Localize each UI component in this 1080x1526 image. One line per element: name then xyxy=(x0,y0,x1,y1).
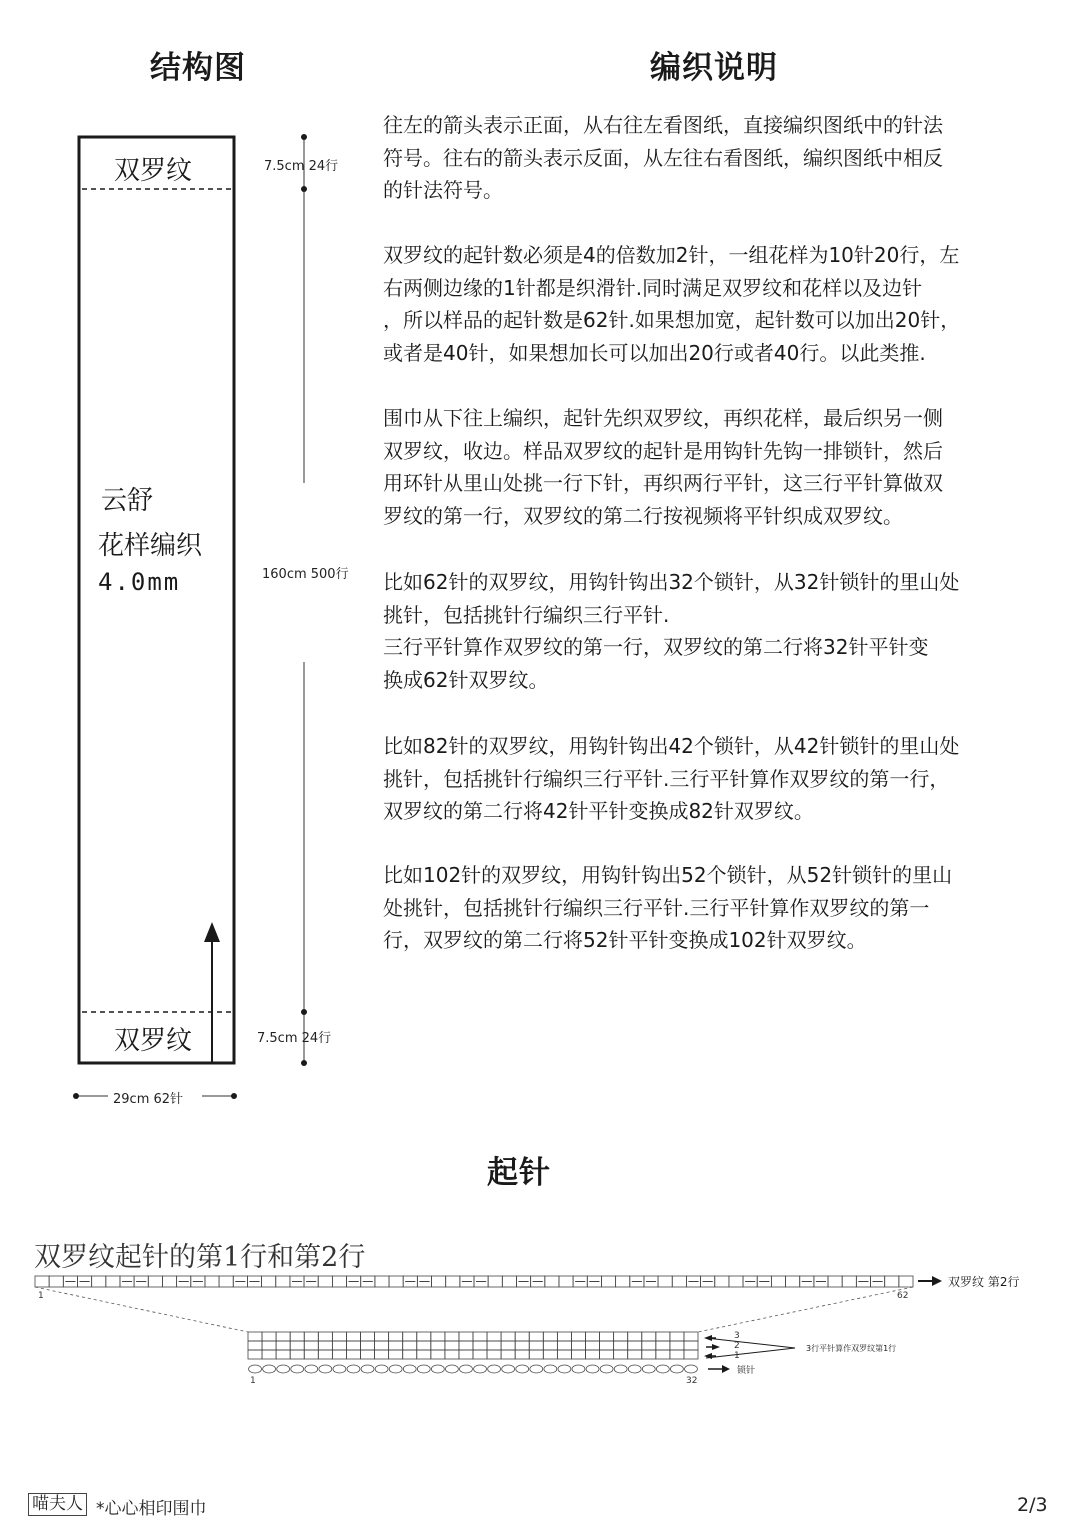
rib-cell xyxy=(502,1276,516,1287)
garter-grid xyxy=(248,1332,698,1359)
garter-cell xyxy=(361,1350,375,1359)
chain-stitch xyxy=(445,1365,458,1373)
body-label-needle: 4.0mm xyxy=(98,568,181,596)
chain-stitch xyxy=(656,1365,669,1373)
garter-cell xyxy=(473,1350,487,1359)
garter-cell xyxy=(670,1332,684,1341)
garter-cell xyxy=(318,1332,332,1341)
structure-title: 结构图 xyxy=(150,50,246,86)
garter-cell xyxy=(515,1332,529,1341)
garter-cell xyxy=(614,1341,628,1350)
garter-cell xyxy=(586,1341,600,1350)
garter-cell xyxy=(642,1332,656,1341)
garter-cell xyxy=(389,1350,403,1359)
rib-cell xyxy=(162,1276,176,1287)
rib-cell xyxy=(616,1276,630,1287)
garter-cell xyxy=(501,1350,515,1359)
rib-cell xyxy=(446,1276,460,1287)
rib-cell xyxy=(432,1276,446,1287)
garter-cell xyxy=(361,1332,375,1341)
garter-cell xyxy=(375,1350,389,1359)
page-number: 2/3 xyxy=(1017,1494,1048,1516)
garter-cell xyxy=(656,1332,670,1341)
garter-cell xyxy=(529,1341,543,1350)
garter-cell xyxy=(375,1341,389,1350)
chain-stitch xyxy=(670,1365,683,1373)
garter-cell xyxy=(543,1341,557,1350)
top-rib-dimension: 7.5cm 24行 xyxy=(264,159,339,174)
garter-cell xyxy=(431,1332,445,1341)
garter-cell xyxy=(248,1350,262,1359)
garter-cell xyxy=(473,1341,487,1350)
garter-cell xyxy=(290,1341,304,1350)
garter-cell xyxy=(445,1341,459,1350)
footer-title: *心心相印围巾 xyxy=(96,1499,207,1519)
rib-cell xyxy=(899,1276,913,1287)
garter-cell xyxy=(375,1332,389,1341)
garter-cell xyxy=(445,1332,459,1341)
chain-stitch xyxy=(305,1365,318,1373)
chain-stitch xyxy=(361,1365,374,1373)
instruction-paragraph-2: 双罗纹的起针数必须是4的倍数加2针，一组花样为10针20行，左 右两侧边缘的1针都是织滑针.同时满足双罗纹和花样以及边针 ，所以样品的起针数是62针.如果想加宽，起针数可以加出20针， 或者是40针，如果想加长可以加出20行或者40行。以此类推. xyxy=(383,243,961,365)
garter-cell xyxy=(431,1341,445,1350)
garter-cell xyxy=(684,1350,698,1359)
chain-stitch xyxy=(403,1365,416,1373)
garter-cell xyxy=(614,1332,628,1341)
garter-cell xyxy=(403,1332,417,1341)
garter-cell xyxy=(318,1341,332,1350)
rib-cell xyxy=(885,1276,899,1287)
instruction-paragraph-6: 比如102针的双罗纹，用钩针钩出52个锁针，从52针锁针的里山 处挑针，包括挑针行编织三行平针.三行平针算作双罗纹的第一 行，双罗纹的第二行将52针平针变换成102针双罗纹。 xyxy=(383,863,953,952)
garter-cell xyxy=(290,1332,304,1341)
garter-cell xyxy=(262,1332,276,1341)
chain-stitch xyxy=(628,1365,641,1373)
garter-cell xyxy=(628,1350,642,1359)
cast-on-chart-title: 双罗纹起针的第1行和第2行 xyxy=(34,1242,366,1273)
garter-cell xyxy=(642,1341,656,1350)
rib-cell xyxy=(35,1276,49,1287)
garter-cell xyxy=(459,1341,473,1350)
rib-start-number: 1 xyxy=(38,1291,44,1301)
garter-cell xyxy=(586,1350,600,1359)
rib-cell xyxy=(106,1276,120,1287)
row-direction-arrow xyxy=(932,1276,942,1286)
instruction-paragraph-4: 比如62针的双罗纹，用钩针钩出32个锁针，从32针锁针的里山处 挑针，包括挑针行编织三行平针. 三行平针算作双罗纹的第一行，双罗纹的第二行将32针平针变 换成62针双罗纹。 xyxy=(383,570,960,692)
chain-stitch xyxy=(263,1365,276,1373)
rib-cell xyxy=(332,1276,346,1287)
chain-stitch xyxy=(530,1365,543,1373)
garter-cell xyxy=(501,1332,515,1341)
garter-cell xyxy=(276,1350,290,1359)
rib-cell xyxy=(92,1276,106,1287)
chain-start-number: 1 xyxy=(250,1376,256,1386)
garter-cell xyxy=(571,1350,585,1359)
width-dimension: 29cm 62针 xyxy=(113,1092,184,1107)
rib-cell xyxy=(601,1276,615,1287)
chain-stitch xyxy=(642,1365,655,1373)
garter-cell xyxy=(473,1332,487,1341)
garter-cell xyxy=(403,1350,417,1359)
instruction-paragraph-1: 往左的箭头表示正面，从右往左看图纸，直接编织图纸中的针法 符号。往右的箭头表示反面，从左往右看图纸，编织图纸中相反 的针法符号。 xyxy=(383,113,943,202)
garter-cell xyxy=(276,1341,290,1350)
garter-cell xyxy=(361,1341,375,1350)
instruction-paragraph-5: 比如82针的双罗纹，用钩针钩出42个锁针，从42针锁针的里山处 挑针，包括挑针行编织三行平针.三行平针算作双罗纹的第一行， 双罗纹的第二行将42针平针变换成82针双罗纹。 xyxy=(383,734,960,823)
top-rib-label: 双罗纹 xyxy=(114,156,193,186)
rib-cell xyxy=(786,1276,800,1287)
rib-end-number: 62 xyxy=(897,1291,909,1301)
garter-cell xyxy=(417,1341,431,1350)
garter-cell xyxy=(628,1341,642,1350)
garter-cell xyxy=(670,1350,684,1359)
garter-cell xyxy=(445,1350,459,1359)
garter-cell xyxy=(487,1350,501,1359)
chain-stitch xyxy=(333,1365,346,1373)
chain-stitch xyxy=(460,1365,473,1373)
garter-cell xyxy=(389,1332,403,1341)
rib-cell xyxy=(488,1276,502,1287)
body-label-pattern: 花样编织 xyxy=(98,531,203,561)
rib-cell xyxy=(771,1276,785,1287)
instruction-paragraph-3: 围巾从下往上编织，起针先织双罗纹，再织花样，最后织另一侧 双罗纹，收边。样品双罗纹的起针是用钩针先钩一排锁针，然后 用环针从里山处挑一行下针，再织两行平针，这三行平针算做双 罗纹的第一行，双罗纹的第二行按视频将平针织成双罗纹。 xyxy=(383,406,943,528)
chain-stitch xyxy=(558,1365,571,1373)
garter-cell xyxy=(332,1332,346,1341)
garter-cell xyxy=(543,1350,557,1359)
chain-stitch xyxy=(614,1365,627,1373)
garter-cell xyxy=(346,1341,360,1350)
rib-cell xyxy=(828,1276,842,1287)
chain-stitch xyxy=(277,1365,290,1373)
chain-stitch xyxy=(319,1365,332,1373)
garter-cell xyxy=(614,1350,628,1359)
chain-label: 锁针 xyxy=(737,1366,756,1376)
garter-cell xyxy=(656,1341,670,1350)
garter-cell xyxy=(431,1350,445,1359)
body-label-name: 云舒 xyxy=(101,486,154,516)
garter-cell xyxy=(417,1332,431,1341)
chain-stitch xyxy=(291,1365,304,1373)
garter-cell xyxy=(656,1350,670,1359)
garter-cell xyxy=(670,1341,684,1350)
bottom-rib-dimension: 7.5cm 24行 xyxy=(257,1031,332,1046)
rib-cell xyxy=(729,1276,743,1287)
chain-stitch xyxy=(417,1365,430,1373)
rib-cell xyxy=(842,1276,856,1287)
rib-cell xyxy=(715,1276,729,1287)
garter-cell xyxy=(290,1350,304,1359)
rib-cell xyxy=(375,1276,389,1287)
garter-cell xyxy=(417,1350,431,1359)
rib-cell xyxy=(148,1276,162,1287)
rib-row-label: 双罗纹 第2行 xyxy=(948,1275,1020,1289)
rib-row-cells xyxy=(35,1276,913,1287)
chain-stitch xyxy=(586,1365,599,1373)
garter-cell xyxy=(276,1332,290,1341)
chain-stitch xyxy=(389,1365,402,1373)
footer-brand: 喵夫人 xyxy=(28,1493,87,1516)
rib-cell xyxy=(318,1276,332,1287)
row-number-3: 3 xyxy=(734,1331,740,1341)
garter-cell xyxy=(318,1350,332,1359)
garter-cell xyxy=(459,1332,473,1341)
chain-stitch xyxy=(249,1365,262,1373)
chain-stitch xyxy=(502,1365,515,1373)
garter-cell xyxy=(487,1332,501,1341)
garter-cell xyxy=(304,1332,318,1341)
garter-cell xyxy=(403,1341,417,1350)
chain-stitches xyxy=(249,1365,698,1373)
cast-on-chart xyxy=(0,1268,1080,1394)
garter-cell xyxy=(557,1341,571,1350)
garter-cell xyxy=(571,1332,585,1341)
garter-cell xyxy=(586,1332,600,1341)
rib-cell xyxy=(49,1276,63,1287)
garter-cell xyxy=(262,1341,276,1350)
chain-stitch xyxy=(544,1365,557,1373)
garter-cell xyxy=(557,1350,571,1359)
rib-cell xyxy=(205,1276,219,1287)
garter-cell xyxy=(262,1350,276,1359)
garter-cell xyxy=(389,1341,403,1350)
garter-cell xyxy=(332,1350,346,1359)
garter-cell xyxy=(684,1341,698,1350)
chain-stitch xyxy=(572,1365,585,1373)
garter-cell xyxy=(600,1341,614,1350)
bottom-rib-label: 双罗纹 xyxy=(114,1026,193,1056)
chain-stitch xyxy=(375,1365,388,1373)
row-number-1: 1 xyxy=(734,1351,740,1361)
row-number-2: 2 xyxy=(734,1341,740,1351)
garter-cell xyxy=(628,1332,642,1341)
garter-cell xyxy=(684,1332,698,1341)
chain-stitch xyxy=(516,1365,529,1373)
chain-stitch xyxy=(685,1365,698,1373)
chain-end-number: 32 xyxy=(686,1376,698,1386)
garter-cell xyxy=(304,1341,318,1350)
chain-stitch xyxy=(600,1365,613,1373)
rib-cell xyxy=(559,1276,573,1287)
garter-cell xyxy=(600,1332,614,1341)
rib-cell xyxy=(276,1276,290,1287)
garter-cell xyxy=(642,1350,656,1359)
garter-cell xyxy=(248,1332,262,1341)
garter-cell xyxy=(346,1332,360,1341)
garter-cell xyxy=(529,1350,543,1359)
garter-cell xyxy=(304,1350,318,1359)
garter-cell xyxy=(515,1350,529,1359)
rib-cell xyxy=(219,1276,233,1287)
garter-cell xyxy=(571,1341,585,1350)
cast-on-title: 起针 xyxy=(487,1155,551,1191)
rib-cell xyxy=(262,1276,276,1287)
garter-cell xyxy=(557,1332,571,1341)
rib-cell xyxy=(389,1276,403,1287)
garter-cell xyxy=(248,1341,262,1350)
chain-stitch xyxy=(347,1365,360,1373)
chain-stitch xyxy=(431,1365,444,1373)
garter-cell xyxy=(515,1341,529,1350)
garter-rows-label: 3行平针算作双罗纹第1行 xyxy=(806,1344,897,1353)
garter-cell xyxy=(487,1341,501,1350)
garter-cell xyxy=(529,1332,543,1341)
rib-cell xyxy=(672,1276,686,1287)
rib-cell xyxy=(658,1276,672,1287)
chain-stitch xyxy=(474,1365,487,1373)
garter-cell xyxy=(600,1350,614,1359)
garter-cell xyxy=(459,1350,473,1359)
rib-cell xyxy=(545,1276,559,1287)
garter-cell xyxy=(543,1332,557,1341)
length-dimension: 160cm 500行 xyxy=(262,567,349,582)
chain-stitch xyxy=(488,1365,501,1373)
garter-cell xyxy=(346,1350,360,1359)
instructions-title: 编织说明 xyxy=(650,50,778,86)
garter-cell xyxy=(332,1341,346,1350)
garter-cell xyxy=(501,1341,515,1350)
